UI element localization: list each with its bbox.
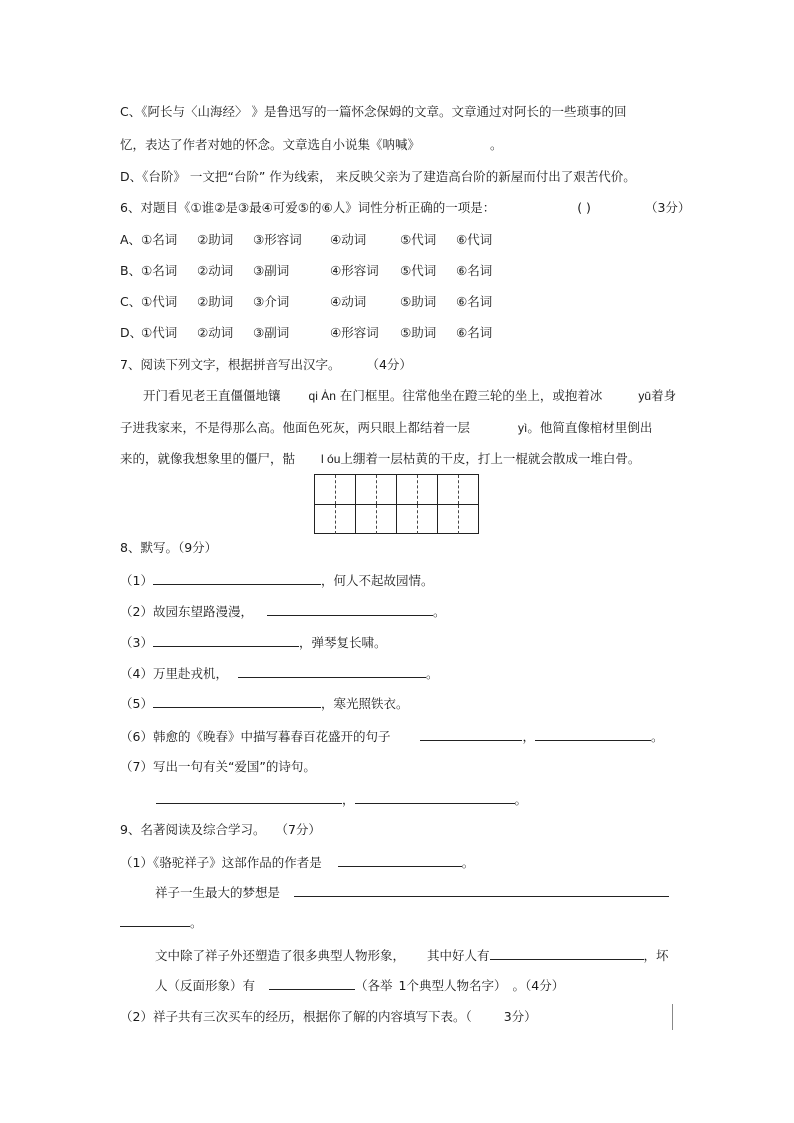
q7-stem-text: 7、阅读下列文字，根据拼音写出汉字。 (120, 357, 341, 372)
option-item: ②助词 (197, 294, 234, 309)
q8-label: （1） (120, 573, 153, 588)
option-item: ①代词 (141, 325, 178, 340)
option-item: ④动词 (330, 294, 367, 309)
q6-score: （3分） (644, 200, 691, 215)
q8-blank-6a[interactable] (420, 727, 522, 741)
option-letter: C、 (120, 294, 142, 309)
option-item: ⑥名词 (456, 263, 493, 278)
q8-blank-2[interactable] (267, 602, 433, 616)
q8-item-7-answer (156, 790, 527, 809)
q7-passage-line2 (120, 419, 652, 437)
q7-text: 开门看见老王直僵僵地镶 (143, 388, 281, 403)
q9-text: 祥子一生最大的梦想是 (155, 885, 281, 900)
q8-text: （6）韩愈的《晚春》中描写暮春百花盛开的句子 (120, 729, 391, 744)
q7-passage-line3 (120, 450, 640, 468)
option-item: ②动词 (197, 263, 234, 278)
option-item: ⑥名词 (456, 294, 493, 309)
option-item: ⑤代词 (400, 263, 437, 278)
q8-text: ，寒光照铁衣。 (320, 696, 409, 711)
q9-text: 3分） (503, 1009, 537, 1024)
q8-blank-7b[interactable] (355, 790, 515, 804)
option-item: ⑤代词 (400, 232, 437, 247)
option-item: ⑥代词 (456, 232, 493, 247)
q9-villain-line (155, 976, 564, 995)
q8-blank-1[interactable] (153, 571, 321, 585)
q8-label: （5） (120, 696, 153, 711)
grid-cell[interactable] (315, 505, 336, 534)
q8-text: ，何人不起故园情。 (320, 573, 434, 588)
q9-characters-line (155, 946, 669, 965)
q8-item-5 (120, 694, 408, 713)
q8-item-2 (120, 602, 445, 621)
q9-text: 文中除了祥子外还塑造了很多典型人物形象， (155, 948, 406, 963)
q9-text: （各举 (355, 978, 393, 993)
option-item: ⑤助词 (400, 325, 437, 340)
q8-blank-3[interactable] (153, 633, 299, 647)
q8-blank-4[interactable] (238, 664, 426, 678)
q7-passage-line1 (143, 387, 676, 405)
q8-blank-6b[interactable] (535, 727, 651, 741)
q5-option-c-end: 。 (490, 137, 503, 152)
q9-text: 。（4分） (512, 978, 565, 993)
grid-cell[interactable] (377, 505, 398, 534)
q9-blank-good[interactable] (490, 946, 644, 960)
option-item: ③介词 (253, 294, 290, 309)
q9-blank-dream-cont[interactable] (120, 913, 190, 927)
q9-text: （1）《骆驼祥子》这部作品的作者是 (120, 855, 322, 870)
q7-stem (120, 356, 412, 374)
grid-cell[interactable] (356, 505, 377, 534)
q8-item-1 (120, 571, 433, 590)
q7-text: 在门框里。往常他坐在蹬三轮的坐上，或抱着冰 (339, 388, 603, 403)
option-letter: B、 (120, 263, 142, 278)
grid-cell[interactable] (459, 475, 479, 504)
q9-blank-bad[interactable] (269, 976, 355, 990)
grid-cell[interactable] (397, 475, 418, 504)
q8-item-6 (120, 727, 664, 746)
option-item: ④形容词 (330, 263, 379, 278)
q8-blank-7a[interactable] (156, 790, 342, 804)
q8-item-7: （7）写出一句有关“爱国”的诗句。 (120, 759, 316, 774)
q9-text: 。 (461, 855, 475, 870)
q7-text: 上绷着一层枯黄的干皮，打上一棍就会散成一堆白骨。 (340, 451, 641, 466)
q9-text: 其中好人有 (427, 948, 490, 963)
q9-text: 。 (190, 915, 203, 930)
q7-pinyin-1: qi Ȧn (308, 389, 336, 403)
q9-text: （2）祥子共有三次买车的经历，根据你了解的内容填写下表。（ (120, 1009, 472, 1024)
q8-text: 。 (514, 792, 528, 807)
option-item: ②动词 (197, 325, 234, 340)
q7-pinyin-4: l óu (321, 452, 341, 466)
q9-stem-text: 9、名著阅读及综合学习。 (120, 822, 266, 837)
option-item: ②助词 (197, 232, 234, 247)
q7-text: 来的，就像我想象里的僵尸，骷 (120, 451, 296, 466)
q9-item-1 (120, 853, 474, 872)
option-item: ③副词 (253, 263, 290, 278)
option-item: ④动词 (330, 232, 367, 247)
option-item: ⑤助词 (400, 294, 437, 309)
grid-cell[interactable] (356, 475, 377, 504)
q7-text: 着身 (651, 388, 677, 403)
q8-label: （3） (120, 635, 153, 650)
grid-cell[interactable] (418, 475, 439, 504)
q9-text: 1个典型人物名字） (398, 978, 507, 993)
q8-text: ， (522, 729, 535, 744)
q5-option-d: D、《台阶》 一文把“台阶” 作为线索， 来反映父亲为了建造高台阶的新屋而付出了艰苦代价。 (120, 169, 636, 184)
q7-text: 。他简直像棺材里倒出 (527, 420, 653, 435)
q6-stem-text: 6、对题目《①谁②是③最④可爱⑤的⑥人》词性分析正确的一项是： (120, 200, 496, 215)
q9-item-2 (120, 1008, 537, 1026)
q9-dream-line-2 (120, 913, 203, 932)
option-letter: D、 (120, 325, 143, 340)
q8-text: （4）万里赴戎机， (120, 666, 228, 681)
grid-cell[interactable] (336, 475, 357, 504)
q7-pinyin-2: yū (638, 389, 652, 403)
q8-text: ， (342, 792, 355, 807)
q8-text: 。 (432, 604, 446, 619)
q8-text: 。 (425, 666, 439, 681)
q8-text: ，弹琴复长啸。 (298, 635, 387, 650)
q9-text: 人（反面形象）有 (155, 978, 256, 993)
q7-text: 子进我家来，不是得那么高。他面色死灰，两只眼上都结着一层 (120, 420, 471, 435)
grid-cell[interactable] (438, 475, 459, 504)
option-item: ①名词 (141, 232, 178, 247)
q9-text: ，坏 (643, 948, 669, 963)
q8-text: 。 (650, 729, 664, 744)
q5-option-c-text: 忆，表达了作者对她的怀念。文章选自小说集《呐喊》 (120, 137, 421, 152)
option-item: ③副词 (253, 325, 290, 340)
q9-dream-line (155, 883, 669, 902)
grid-cell[interactable] (438, 505, 459, 534)
q8-blank-5[interactable] (153, 694, 321, 708)
q8-item-3 (120, 633, 386, 652)
answer-grid[interactable] (314, 474, 479, 534)
option-item: ④形容词 (330, 325, 379, 340)
q9-score: （7分） (275, 822, 321, 837)
table-edge-line (672, 1004, 673, 1030)
q8-text: （2）故园东望路漫漫， (120, 604, 253, 619)
q6-answer-paren[interactable]: ( ) (577, 200, 591, 215)
q7-pinyin-3: yì (518, 421, 528, 435)
q7-score: （4分） (366, 357, 412, 372)
grid-cell[interactable] (397, 505, 418, 534)
grid-cell[interactable] (418, 505, 439, 534)
option-item: ⑥名词 (456, 325, 493, 340)
q5-option-c-line1: C、《阿长与〈山海经〉 》是鲁迅写的一篇怀念保姆的文章。文章通过对阿长的一些琐事的回 (120, 104, 627, 119)
option-item: ①名词 (141, 263, 178, 278)
option-item: ③形容词 (253, 232, 302, 247)
grid-cell[interactable] (377, 475, 398, 504)
grid-cell[interactable] (336, 505, 357, 534)
q9-stem (120, 821, 321, 839)
q9-blank-dream[interactable] (294, 883, 669, 897)
grid-cell[interactable] (459, 505, 479, 534)
option-item: ①代词 (141, 294, 178, 309)
option-letter: A、 (120, 232, 142, 247)
q8-item-4 (120, 664, 438, 683)
q6-stem (120, 199, 690, 217)
q8-stem: 8、默写。（9分） (120, 540, 218, 555)
q5-option-c-line2 (120, 136, 503, 154)
q9-blank-author[interactable] (338, 853, 462, 867)
grid-cell[interactable] (315, 475, 336, 504)
